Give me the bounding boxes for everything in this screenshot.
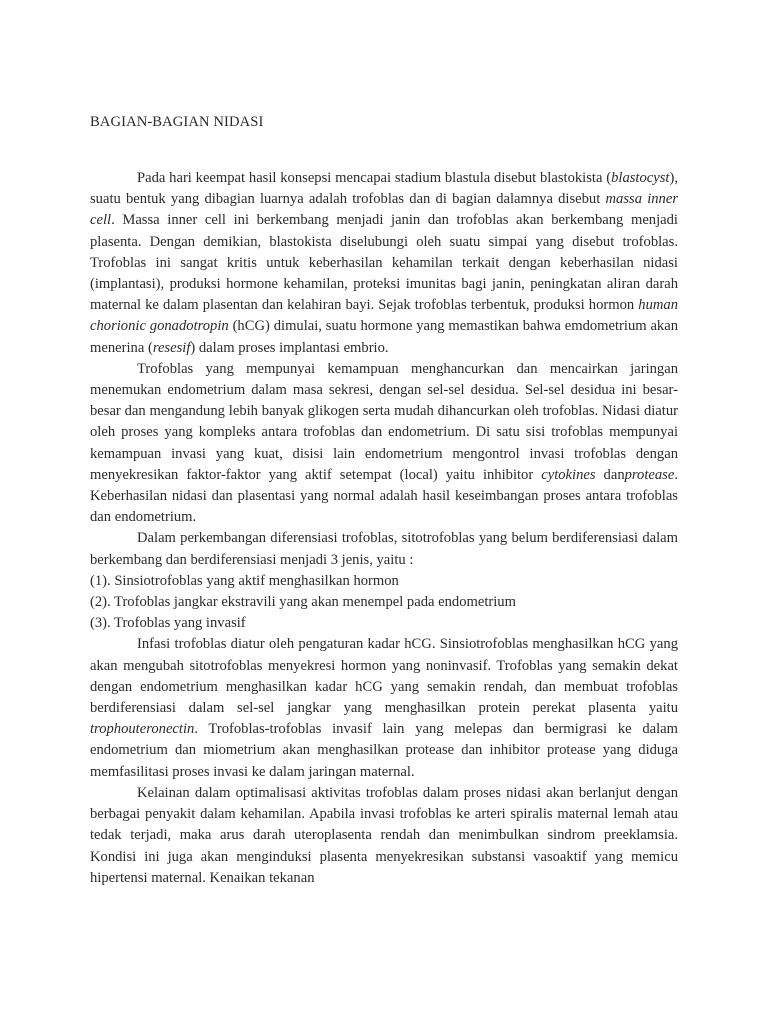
document-page — [90, 0, 678, 1024]
document-title: BAGIAN-BAGIAN NIDASI — [90, 114, 264, 130]
term-massa-inner-cell: massa inner cell — [90, 191, 678, 229]
list-item-3: (3). Trofoblas yang invasif — [90, 615, 246, 632]
term-hcg: human chorionic gonadotropin — [90, 297, 678, 335]
term-cytokines: cytokines — [541, 466, 596, 483]
paragraph-4: Infasi trofoblas diatur oleh pengaturan kadar hCG. Sinsiotrofoblas menghasilkan hCG yang akan mengubah sitotrofoblas menyekresi hormon yang noninvasif. Trofoblas yang semakin dekat dengan endometrium menghasilkan kadar hCG yang semakin rendah, dan membuat trofoblas berdiferensiasi dalam sel-sel jangkar yang menghasilkan protein perekat plasenta yaitu trophouteronectin. Trofoblas-trofoblas invasif lain yang melepas dan bermigrasi ke dalam endometrium dan miometrium akan menghasilkan protease dan inhibitor protease yang diduga memfasilitasi proses invasi ke dalam jaringan maternal. — [90, 636, 678, 780]
list-item-2: (2). Trofoblas jangkar ekstravili yang akan menempel pada endometrium — [90, 594, 516, 611]
list-item-1: (1). Sinsiotrofoblas yang aktif menghasilkan hormon — [90, 572, 399, 589]
paragraph-2: Trofoblas yang mempunyai kemampuan menghancurkan dan mencairkan jaringan menemukan endometrium dalam masa sekresi, dengan sel-sel desidua. Sel-sel desidua ini besar-besar dan mengandung lebih banyak glikogen serta mudah dihancurkan oleh trofoblas. Nidasi diatur oleh proses yang kompleks antara trofoblas dan endometrium. Di satu sisi trofoblas mempunyai kemampuan invasi yang kuat, disisi lain endometrium mengontrol invasi trofoblas dengan menyekresikan faktor-faktor yang aktif setempat (local) yaitu inhibitor cytokines danprotease. Keberhasilan nidasi dan plasentasi yang normal adalah hasil keseimbangan proses antara trofoblas dan endometrium. — [90, 360, 678, 526]
document-body — [90, 168, 678, 889]
term-protease: protease — [624, 466, 675, 483]
term-trophouteronectin: trophouteronectin — [90, 721, 195, 738]
paragraph-3: Dalam perkembangan diferensiasi trofoblas, sitotrofoblas yang belum berdiferensiasi dalam berkembang dan berdiferensiasi menjadi 3 jenis, yaitu : — [90, 530, 678, 568]
paragraph-1: Pada hari keempat hasil konsepsi mencapai stadium blastula disebut blastokista (blastocyst), suatu bentuk yang dibagian luarnya adalah trofoblas dan di bagian dalamnya disebut massa inner cell. Massa inner cell ini berkembang menjadi janin dan trofoblas akan berkembang menjadi plasenta. Dengan demikian, blastokista diselubungi oleh suatu simpai yang disebut trofoblas. Trofoblas ini sangat kritis untuk keberhasilan kehamilan terkait dengan keberhasilan nidasi (implantasi), produksi hormone kehamilan, proteksi imunitas bagi janin, peningkatan aliran darah maternal ke dalam plasentan dan kelahiran bayi. Sejak trofoblas terbentuk, produksi hormon human chorionic gonadotropin (hCG) dimulai, suatu hormone yang memastikan bahwa emdometrium akan menerina (resesif) dalam proses implantasi embrio. — [90, 170, 679, 356]
term-blastocyst: blastocyst — [611, 170, 670, 186]
term-resesif: resesif — [152, 339, 191, 356]
paragraph-5: Kelainan dalam optimalisasi aktivitas trofoblas dalam proses nidasi akan berlanjut dengan berbagai penyakit dalam kehamilan. Apabila invasi trofoblas ke arteri spiralis maternal lemah atau tedak terjadi, maka arus darah uteroplasenta rendah dan menimbulkan sindrom preeklamsia. Kondisi ini juga akan menginduksi plasenta menyekresikan substansi vasoaktif yang memicu hipertensi maternal. Kenaikan tekanan — [90, 784, 678, 886]
